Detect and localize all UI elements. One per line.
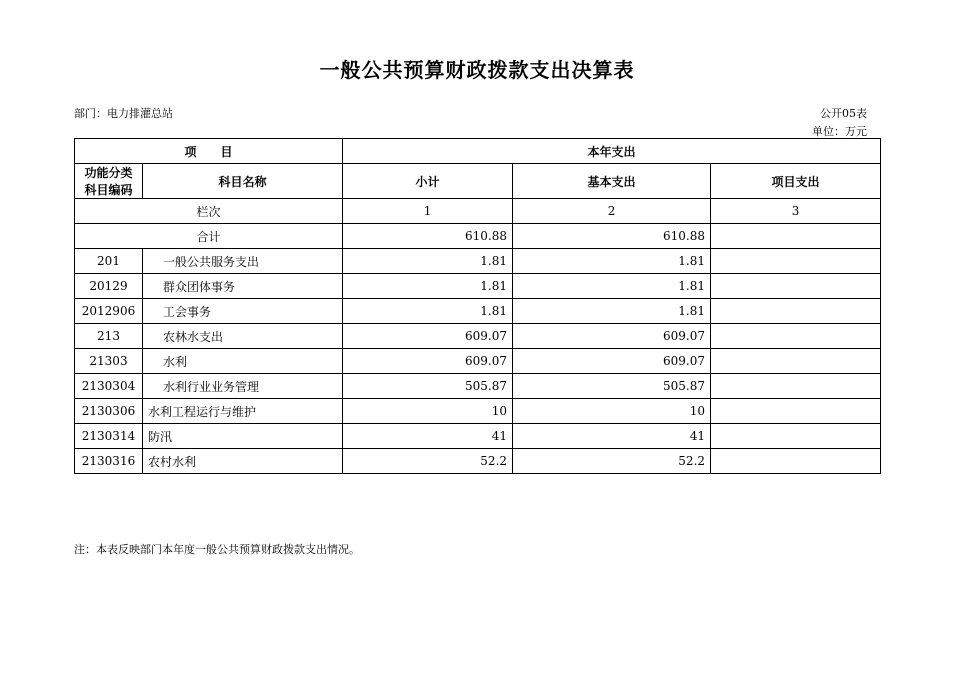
row-code: 2130314 — [75, 424, 143, 449]
table-row — [75, 399, 881, 424]
header-row-1 — [75, 139, 881, 164]
row-code: 21303 — [75, 349, 143, 374]
row-code: 201 — [75, 249, 143, 274]
table-row — [75, 424, 881, 449]
row-code: 213 — [75, 324, 143, 349]
total-project — [711, 224, 881, 249]
row-project — [711, 274, 881, 299]
row-basic: 1.81 — [513, 299, 711, 324]
form-number: 公开05表 — [820, 107, 867, 120]
row-code: 2012906 — [75, 299, 143, 324]
row-code: 2130304 — [75, 374, 143, 399]
row-project — [711, 374, 881, 399]
row-name: 防汛 — [143, 424, 343, 449]
row-subtotal: 10 — [343, 399, 513, 424]
row-project — [711, 399, 881, 424]
row-subtotal: 1.81 — [343, 299, 513, 324]
column-number-row — [75, 199, 881, 224]
row-name: 群众团体事务 — [143, 274, 343, 299]
row-subtotal: 52.2 — [343, 449, 513, 474]
row-project — [711, 299, 881, 324]
row-subtotal: 609.07 — [343, 324, 513, 349]
row-basic: 1.81 — [513, 249, 711, 274]
row-subtotal: 1.81 — [343, 274, 513, 299]
row-name: 水利工程运行与维护 — [143, 399, 343, 424]
expenditure-table — [74, 138, 881, 474]
row-project — [711, 349, 881, 374]
basic-header: 基本支出 — [513, 164, 711, 199]
row-basic: 10 — [513, 399, 711, 424]
table-row — [75, 324, 881, 349]
row-name: 农林水支出 — [143, 324, 343, 349]
column-number-3: 3 — [711, 199, 881, 224]
subject-name-header: 科目名称 — [143, 164, 343, 199]
row-name: 工会事务 — [143, 299, 343, 324]
row-basic: 1.81 — [513, 274, 711, 299]
row-name: 农村水利 — [143, 449, 343, 474]
table-row — [75, 449, 881, 474]
row-basic: 505.87 — [513, 374, 711, 399]
row-project — [711, 424, 881, 449]
column-number-label: 栏次 — [75, 199, 343, 224]
table-row — [75, 349, 881, 374]
subtotal-header: 小计 — [343, 164, 513, 199]
row-project — [711, 449, 881, 474]
total-subtotal: 610.88 — [343, 224, 513, 249]
column-number-2: 2 — [513, 199, 711, 224]
row-name: 水利行业业务管理 — [143, 374, 343, 399]
unit-label: 单位：万元 — [812, 125, 867, 138]
header-row-2 — [75, 164, 881, 199]
func-code-header: 功能分类 科目编码 — [75, 164, 143, 199]
row-name: 一般公共服务支出 — [143, 249, 343, 274]
table-row — [75, 249, 881, 274]
total-label: 合计 — [75, 224, 343, 249]
row-code: 2130316 — [75, 449, 143, 474]
row-project — [711, 249, 881, 274]
total-basic: 610.88 — [513, 224, 711, 249]
column-number-1: 1 — [343, 199, 513, 224]
row-basic: 609.07 — [513, 324, 711, 349]
page-title: 一般公共预算财政拨款支出决算表 — [319, 58, 635, 82]
table-row — [75, 274, 881, 299]
row-code: 20129 — [75, 274, 143, 299]
footnote: 注：本表反映部门本年度一般公共预算财政拨款支出情况。 — [74, 543, 360, 556]
item-header: 项 目 — [75, 139, 343, 164]
department-label: 部门：电力排灌总站 — [74, 107, 173, 120]
row-code: 2130306 — [75, 399, 143, 424]
row-basic: 609.07 — [513, 349, 711, 374]
project-header: 项目支出 — [711, 164, 881, 199]
table-row — [75, 374, 881, 399]
row-subtotal: 41 — [343, 424, 513, 449]
row-basic: 41 — [513, 424, 711, 449]
row-subtotal: 609.07 — [343, 349, 513, 374]
total-row — [75, 224, 881, 249]
table-row — [75, 299, 881, 324]
row-basic: 52.2 — [513, 449, 711, 474]
row-subtotal: 505.87 — [343, 374, 513, 399]
row-name: 水利 — [143, 349, 343, 374]
row-subtotal: 1.81 — [343, 249, 513, 274]
current-year-header: 本年支出 — [343, 139, 881, 164]
row-project — [711, 324, 881, 349]
